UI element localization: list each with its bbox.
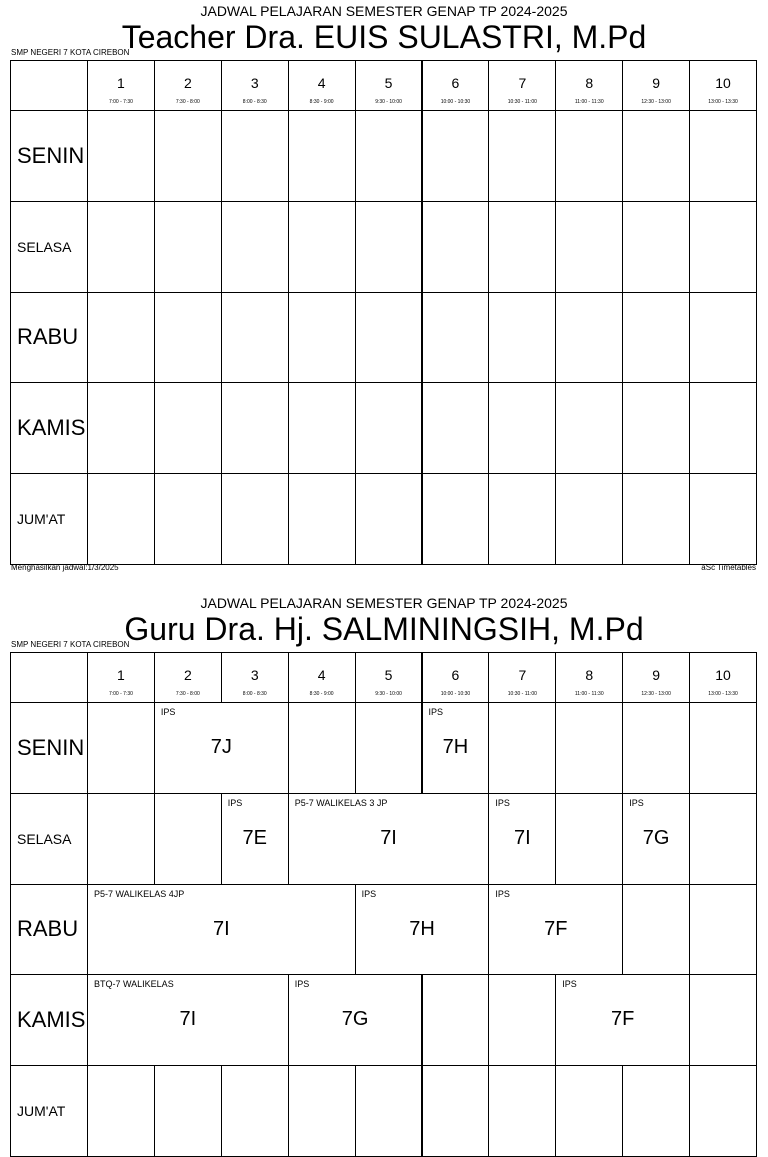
period-number: 8 bbox=[585, 667, 594, 683]
empty-slot bbox=[154, 1065, 222, 1157]
empty-slot bbox=[488, 382, 556, 474]
lesson-cell bbox=[288, 974, 423, 1066]
empty-slot bbox=[555, 702, 623, 794]
generated-date: Menghasilkan jadwal:1/3/2025 bbox=[11, 563, 119, 572]
empty-slot bbox=[87, 110, 155, 202]
lesson-subject: P5-7 WALIKELAS 4JP bbox=[94, 888, 185, 899]
period-number: 9 bbox=[652, 75, 661, 91]
period-time: 13:00 - 13:30 bbox=[708, 99, 738, 105]
day-label: RABU bbox=[17, 324, 79, 350]
lesson-subject: BTQ-7 WALIKELAS bbox=[94, 979, 174, 990]
period-number: 7 bbox=[518, 75, 527, 91]
day-label: JUM'AT bbox=[17, 1103, 66, 1120]
empty-slot bbox=[154, 110, 222, 202]
day-label: RABU bbox=[17, 916, 79, 942]
day-cell bbox=[10, 793, 88, 885]
day-cell bbox=[10, 201, 88, 293]
empty-slot bbox=[355, 702, 423, 794]
period-number: 2 bbox=[183, 667, 192, 683]
empty-slot bbox=[622, 292, 690, 384]
lesson-subject: IPS bbox=[227, 797, 243, 808]
period-time: 8:00 - 8:30 bbox=[242, 691, 267, 697]
period-header bbox=[689, 60, 757, 111]
lesson-subject: IPS bbox=[495, 797, 510, 808]
period-header bbox=[422, 60, 490, 111]
lesson-subject: P5-7 WALIKELAS 3 JP bbox=[294, 797, 388, 808]
period-number: 5 bbox=[384, 667, 393, 683]
schedule-grid bbox=[10, 652, 756, 1156]
day-cell bbox=[10, 382, 88, 474]
schedule-header: JADWAL PELAJARAN SEMESTER GENAP TP 2024-2025 bbox=[200, 595, 568, 611]
period-time: 8:30 - 9:00 bbox=[309, 691, 334, 697]
day-cell bbox=[10, 884, 88, 976]
period-number: 6 bbox=[451, 75, 460, 91]
lesson-cell bbox=[288, 793, 490, 885]
empty-slot bbox=[488, 110, 556, 202]
period-number: 6 bbox=[451, 667, 460, 683]
empty-slot bbox=[355, 1065, 423, 1157]
lesson-subject: IPS bbox=[629, 797, 644, 808]
period-header bbox=[555, 652, 623, 703]
day-label: JUM'AT bbox=[17, 511, 66, 528]
empty-slot bbox=[154, 382, 222, 474]
period-number: 10 bbox=[715, 667, 731, 683]
period-number: 1 bbox=[117, 75, 125, 91]
lesson-subject: IPS bbox=[562, 979, 577, 990]
empty-slot bbox=[555, 292, 623, 384]
empty-slot bbox=[488, 201, 556, 293]
period-number: 7 bbox=[518, 667, 527, 683]
empty-slot bbox=[221, 292, 289, 384]
day-cell bbox=[10, 110, 88, 202]
empty-slot bbox=[87, 1065, 155, 1157]
period-header bbox=[288, 652, 356, 703]
period-time: 13:00 - 13:30 bbox=[708, 691, 738, 697]
empty-slot bbox=[221, 1065, 289, 1157]
lesson-class: 7J bbox=[210, 736, 232, 758]
lesson-cell bbox=[221, 793, 289, 885]
empty-slot bbox=[555, 110, 623, 202]
lesson-cell bbox=[555, 974, 690, 1066]
lesson-class: 7F bbox=[544, 917, 568, 940]
period-time: 10:00 - 10:30 bbox=[440, 691, 471, 697]
empty-slot bbox=[288, 382, 356, 474]
empty-slot bbox=[689, 382, 757, 474]
day-cell bbox=[10, 1065, 88, 1157]
lesson-cell bbox=[488, 793, 556, 885]
empty-slot bbox=[288, 292, 356, 384]
period-header bbox=[288, 60, 356, 111]
empty-slot bbox=[355, 292, 423, 384]
empty-slot bbox=[689, 974, 757, 1066]
day-label: SELASA bbox=[17, 238, 72, 255]
empty-slot bbox=[689, 884, 757, 976]
day-label: SENIN bbox=[17, 142, 85, 168]
period-header bbox=[422, 652, 490, 703]
lesson-class: 7I bbox=[212, 917, 230, 940]
period-header bbox=[221, 60, 289, 111]
empty-slot bbox=[488, 292, 556, 384]
lesson-class: 7I bbox=[380, 826, 397, 849]
lesson-class: 7H bbox=[442, 736, 469, 758]
empty-slot bbox=[689, 793, 757, 885]
period-time: 10:30 - 11:00 bbox=[507, 99, 537, 105]
lesson-subject: IPS bbox=[428, 707, 444, 717]
period-time: 10:30 - 11:00 bbox=[507, 691, 537, 697]
empty-slot bbox=[555, 1065, 623, 1157]
period-time: 9:30 - 10:00 bbox=[375, 691, 402, 697]
lesson-cell bbox=[622, 793, 690, 885]
period-number: 4 bbox=[317, 667, 326, 683]
empty-slot bbox=[555, 382, 623, 474]
empty-slot bbox=[221, 473, 289, 565]
lesson-class: 7I bbox=[513, 826, 531, 849]
day-cell bbox=[10, 292, 88, 384]
empty-slot bbox=[154, 201, 222, 293]
day-cell bbox=[10, 974, 88, 1066]
lesson-cell bbox=[87, 884, 356, 976]
schedule-header: JADWAL PELAJARAN SEMESTER GENAP TP 2024-2025 bbox=[200, 3, 568, 19]
lesson-class: 7G bbox=[642, 826, 670, 849]
empty-slot bbox=[622, 884, 690, 976]
lesson-cell bbox=[154, 702, 289, 794]
period-time: 7:30 - 8:00 bbox=[175, 691, 200, 697]
period-number: 2 bbox=[183, 75, 192, 91]
empty-slot bbox=[87, 473, 155, 565]
empty-slot bbox=[288, 702, 356, 794]
empty-slot bbox=[288, 473, 356, 565]
empty-slot bbox=[422, 974, 490, 1066]
day-cell bbox=[10, 702, 88, 794]
period-number: 8 bbox=[585, 75, 594, 91]
lesson-subject: IPS bbox=[160, 707, 176, 717]
empty-slot bbox=[87, 382, 155, 474]
software-credit: aSc Timetables bbox=[701, 563, 756, 572]
empty-slot bbox=[689, 702, 757, 794]
empty-slot bbox=[488, 1065, 556, 1157]
period-number: 1 bbox=[117, 667, 125, 683]
period-header bbox=[87, 60, 155, 111]
empty-slot bbox=[422, 201, 490, 293]
empty-slot bbox=[488, 473, 556, 565]
empty-slot bbox=[154, 292, 222, 384]
period-header bbox=[622, 652, 690, 703]
lesson-cell bbox=[87, 974, 289, 1066]
lesson-cell bbox=[422, 702, 490, 794]
empty-slot bbox=[622, 1065, 690, 1157]
empty-slot bbox=[488, 702, 556, 794]
empty-slot bbox=[221, 201, 289, 293]
lesson-subject: IPS bbox=[495, 888, 510, 899]
empty-slot bbox=[488, 974, 556, 1066]
lesson-class: 7I bbox=[179, 1008, 197, 1031]
empty-slot bbox=[221, 382, 289, 474]
corner-cell bbox=[10, 652, 88, 703]
period-number: 9 bbox=[652, 667, 661, 683]
empty-slot bbox=[154, 473, 222, 565]
empty-slot bbox=[622, 702, 690, 794]
lesson-subject: IPS bbox=[294, 979, 310, 990]
empty-slot bbox=[555, 793, 623, 885]
lesson-class: 7F bbox=[611, 1008, 635, 1031]
lesson-cell bbox=[355, 884, 490, 976]
school-name: SMP NEGERI 7 KOTA CIREBON bbox=[11, 48, 130, 57]
empty-slot bbox=[622, 110, 690, 202]
day-label: SENIN bbox=[17, 734, 85, 760]
period-header bbox=[689, 652, 757, 703]
empty-slot bbox=[288, 201, 356, 293]
empty-slot bbox=[288, 110, 356, 202]
period-time: 10:00 - 10:30 bbox=[440, 99, 471, 105]
lesson-class: 7G bbox=[341, 1008, 369, 1031]
empty-slot bbox=[87, 292, 155, 384]
empty-slot bbox=[555, 201, 623, 293]
corner-cell bbox=[10, 60, 88, 111]
period-header bbox=[154, 652, 222, 703]
period-header bbox=[622, 60, 690, 111]
empty-slot bbox=[422, 292, 490, 384]
school-name: SMP NEGERI 7 KOTA CIREBON bbox=[11, 640, 130, 649]
empty-slot bbox=[689, 110, 757, 202]
period-header bbox=[154, 60, 222, 111]
empty-slot bbox=[622, 382, 690, 474]
day-label: KAMIS bbox=[17, 415, 86, 441]
empty-slot bbox=[355, 473, 423, 565]
empty-slot bbox=[87, 201, 155, 293]
lesson-subject: IPS bbox=[361, 888, 377, 899]
empty-slot bbox=[355, 382, 423, 474]
period-time: 7:30 - 8:00 bbox=[175, 99, 200, 105]
teacher-title: Guru Dra. Hj. SALMININGSIH, M.Pd bbox=[124, 611, 644, 647]
empty-slot bbox=[622, 201, 690, 293]
period-header bbox=[488, 60, 556, 111]
day-label: SELASA bbox=[17, 830, 72, 847]
period-time: 12:30 - 13:00 bbox=[641, 691, 671, 697]
empty-slot bbox=[355, 201, 423, 293]
day-cell bbox=[10, 473, 88, 565]
period-header bbox=[355, 652, 423, 703]
period-header bbox=[355, 60, 423, 111]
period-time: 8:30 - 9:00 bbox=[309, 99, 334, 105]
period-number: 5 bbox=[384, 75, 393, 91]
empty-slot bbox=[622, 473, 690, 565]
teacher-title: Teacher Dra. EUIS SULASTRI, M.Pd bbox=[121, 19, 647, 55]
period-number: 3 bbox=[250, 75, 259, 91]
period-time: 8:00 - 8:30 bbox=[242, 99, 267, 105]
empty-slot bbox=[422, 473, 490, 565]
lesson-class: 7H bbox=[409, 917, 435, 940]
period-number: 10 bbox=[715, 75, 731, 91]
empty-slot bbox=[87, 793, 155, 885]
period-time: 9:30 - 10:00 bbox=[375, 99, 402, 105]
empty-slot bbox=[87, 702, 155, 794]
period-number: 3 bbox=[250, 667, 259, 683]
period-header bbox=[87, 652, 155, 703]
empty-slot bbox=[689, 292, 757, 384]
period-time: 7:00 - 7:30 bbox=[108, 691, 133, 697]
empty-slot bbox=[288, 1065, 356, 1157]
empty-slot bbox=[422, 1065, 490, 1157]
empty-slot bbox=[422, 110, 490, 202]
empty-slot bbox=[689, 1065, 757, 1157]
period-header bbox=[221, 652, 289, 703]
period-time: 11:00 - 11:30 bbox=[574, 99, 604, 105]
schedule-grid bbox=[10, 60, 756, 564]
period-header bbox=[488, 652, 556, 703]
empty-slot bbox=[221, 110, 289, 202]
empty-slot bbox=[355, 110, 423, 202]
period-time: 11:00 - 11:30 bbox=[574, 691, 604, 697]
lesson-cell bbox=[488, 884, 623, 976]
empty-slot bbox=[689, 473, 757, 565]
empty-slot bbox=[154, 793, 222, 885]
day-label: KAMIS bbox=[17, 1007, 86, 1033]
period-time: 12:30 - 13:00 bbox=[641, 99, 671, 105]
period-time: 7:00 - 7:30 bbox=[108, 99, 133, 105]
empty-slot bbox=[689, 201, 757, 293]
empty-slot bbox=[555, 473, 623, 565]
lesson-class: 7E bbox=[242, 826, 267, 849]
period-number: 4 bbox=[317, 75, 326, 91]
period-header bbox=[555, 60, 623, 111]
empty-slot bbox=[422, 382, 490, 474]
